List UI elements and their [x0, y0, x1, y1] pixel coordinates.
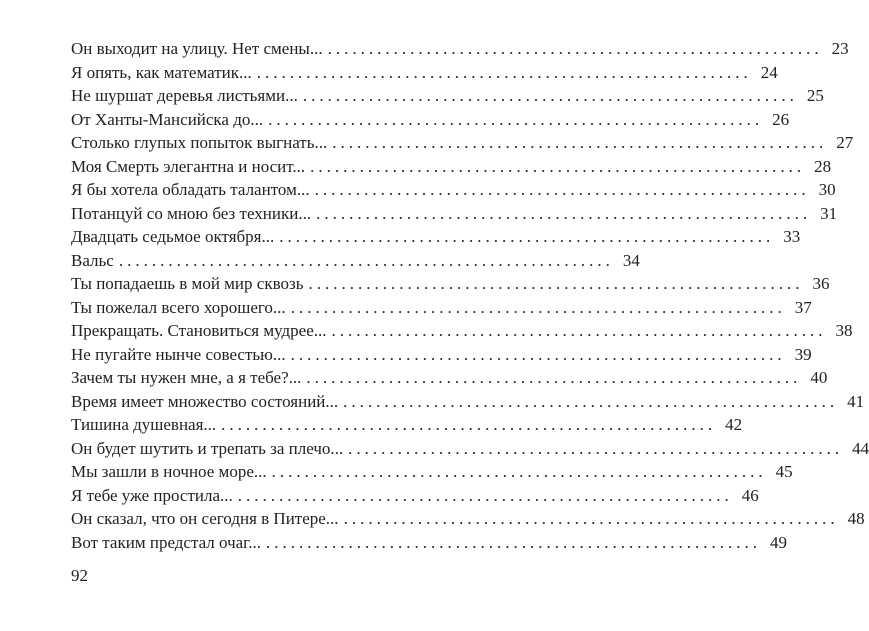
dot-leader: ............................................................ [332, 133, 828, 152]
dot-leader: ............................................................ [331, 321, 827, 340]
toc-entry [71, 272, 830, 296]
dot-leader: ............................................................ [268, 109, 764, 129]
toc-entry [71, 37, 849, 61]
toc-entry-title: Не пугайте нынче совестью... [71, 344, 286, 364]
dot-leader: ............................................................ [348, 438, 844, 458]
toc-entry-page: 42 [725, 415, 743, 434]
table-of-contents [71, 37, 869, 554]
toc-entry-title: Потанцуй со мною без техники... [71, 203, 312, 223]
toc-entry-title: Столько глупых попыток выгнать... [71, 133, 328, 152]
toc-entry-title: Вальс [71, 250, 114, 270]
toc-entry-title: Он выходит на улицу. Нет смены... [71, 39, 323, 58]
toc-entry-title: Он сказал, что он сегодня в Питере... [71, 509, 339, 528]
toc-entry-title: Я бы хотела обладать талантом... [71, 180, 310, 199]
dot-leader: ............................................................ [290, 297, 786, 317]
toc-entry [71, 155, 832, 179]
toc-entry [71, 507, 865, 531]
dot-leader: ............................................................ [314, 180, 810, 199]
toc-entry-title: Я тебе уже простила... [71, 485, 233, 505]
toc-entry-page: 39 [794, 344, 812, 364]
toc-entry [71, 61, 778, 85]
toc-entry [71, 202, 838, 226]
toc-entry-title: Двадцать седьмое октября... [71, 227, 275, 246]
toc-entry-page: 24 [760, 62, 778, 82]
toc-entry-page: 46 [741, 485, 759, 505]
toc-entry-title: Тишина душевная... [71, 415, 217, 434]
toc-entry-page: 26 [772, 109, 790, 129]
toc-entry [71, 460, 793, 484]
toc-entry-page: 25 [806, 86, 824, 105]
toc-entry [71, 437, 869, 461]
dot-leader: ............................................................ [327, 39, 823, 58]
dot-leader: ............................................................ [316, 203, 812, 223]
dot-leader: ............................................................ [343, 391, 839, 411]
toc-entry-page: 44 [852, 438, 869, 458]
toc-entry-page: 36 [812, 274, 830, 293]
toc-entry-page: 34 [622, 250, 640, 270]
toc-entry-page: 27 [836, 133, 854, 152]
page-number: 92 [71, 566, 88, 585]
dot-leader: ............................................................ [237, 485, 733, 505]
toc-entry-title: Я опять, как математик... [71, 62, 252, 82]
dot-leader: ............................................................ [118, 250, 614, 270]
dot-leader: ............................................................ [302, 86, 798, 105]
toc-entry [71, 225, 801, 249]
toc-entry [71, 531, 787, 555]
toc-entry-page: 48 [847, 509, 865, 528]
toc-entry-title: Зачем ты нужен мне, а я тебе?... [71, 368, 302, 387]
toc-entry [71, 108, 790, 132]
toc-entry-page: 33 [783, 227, 801, 246]
toc-entry-page: 49 [769, 532, 787, 552]
toc-entry-title: Время имеет множество состояний... [71, 391, 339, 411]
toc-entry-title: Не шуршат деревья листьями... [71, 86, 298, 105]
toc-entry-title: Ты попадаешь в мой мир сквозь [71, 274, 304, 293]
toc-entry [71, 319, 853, 343]
toc-entry-title: Он будет шутить и трепать за плечо... [71, 438, 344, 458]
toc-entry-page: 38 [835, 321, 853, 340]
toc-entry [71, 84, 824, 108]
toc-entry-title: Ты пожелал всего хорошего... [71, 297, 286, 317]
toc-entry [71, 484, 759, 508]
toc-entry [71, 296, 812, 320]
toc-entry-page: 41 [847, 391, 865, 411]
toc-entry-page: 31 [820, 203, 838, 223]
toc-entry [71, 343, 812, 367]
toc-entry [71, 366, 828, 390]
toc-entry-title: Прекращать. Становиться мудрее... [71, 321, 327, 340]
toc-entry-page: 30 [818, 180, 836, 199]
dot-leader: ............................................................ [271, 462, 767, 481]
toc-entry-page: 37 [794, 297, 812, 317]
toc-entry [71, 178, 836, 202]
toc-entry-page: 45 [775, 462, 793, 481]
dot-leader: ............................................................ [306, 368, 802, 387]
toc-entry [71, 390, 865, 414]
toc-entry [71, 131, 854, 155]
toc-entry [71, 249, 640, 273]
dot-leader: ............................................................ [290, 344, 786, 364]
dot-leader: ............................................................ [343, 509, 839, 528]
toc-entry-page: 23 [831, 39, 849, 58]
dot-leader: ............................................................ [221, 415, 717, 434]
toc-entry [71, 413, 743, 437]
dot-leader: ............................................................ [310, 156, 806, 176]
dot-leader: ............................................................ [265, 532, 761, 552]
toc-entry-title: Моя Смерть элегантна и носит... [71, 156, 306, 176]
dot-leader: ............................................................ [279, 227, 775, 246]
toc-entry-title: От Ханты-Мансийска до... [71, 109, 264, 129]
toc-entry-page: 40 [810, 368, 828, 387]
toc-entry-title: Вот таким предстал очаг... [71, 532, 261, 552]
dot-leader: ............................................................ [308, 274, 804, 293]
dot-leader: ............................................................ [256, 62, 752, 82]
toc-entry-page: 28 [814, 156, 832, 176]
toc-entry-title: Мы зашли в ночное море... [71, 462, 267, 481]
